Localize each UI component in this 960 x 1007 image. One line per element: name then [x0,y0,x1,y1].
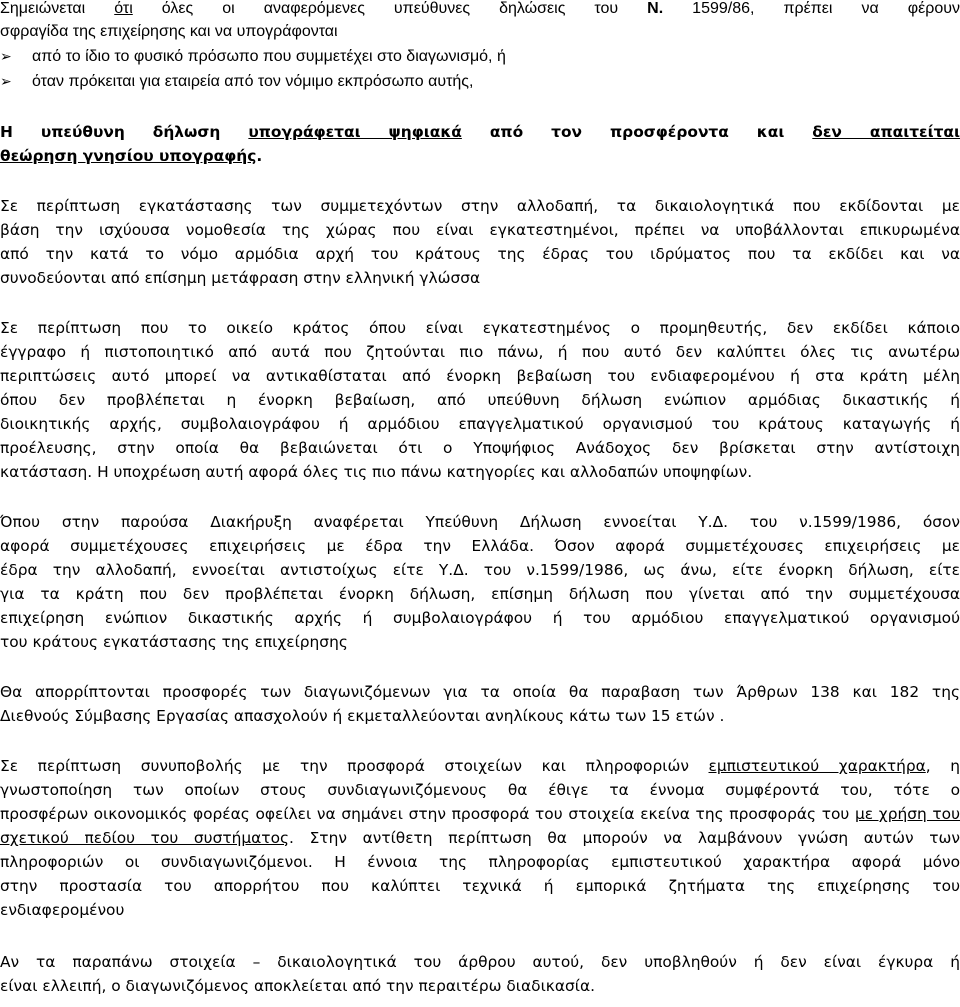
paragraph-text: . Στην αντίθετη περίπτωση θα μπορούν να λαμβάνουν γνώση αυτών των [289,829,960,847]
paragraph-line: έδρα την αλλοδαπή, εννοείται αντιστοίχως είτε Υ.Δ. του ν.1599/1986, ως άνω, είτε ένορκη δήλωση, είτε [0,561,960,579]
paragraph-text: Σε περίπτωση συνυποβολής με την προσφορά στοιχείων και πληροφοριών [0,757,709,775]
paragraph-text: προσφέρων οικονομικός φορέας οφείλει να σημάνει στην προσφορά του στοιχεία εκείνα της προσφοράς του [0,805,855,823]
paragraph-line: ενδιαφερομένου [0,901,125,919]
paragraph-line: γνωστοποίηση των οποίων στους συνδιαγωνιζόμενους θα έθιγε τα έννομα συμφέροντά του, τότε ο [0,781,960,799]
paragraph-line: στην προστασία του απορρήτου που καλύπτει τεχνικά ή εμπορικά ζητήματα της επιχείρησης του [0,877,960,895]
notice-text: από τον προσφέροντα και [461,123,813,141]
paragraph-line: για τα κράτη που δεν προβλέπεται ένορκη δήλωση, επίσημη δήλωση που γίνεται από την συμμετέχουσα [0,585,960,603]
paragraph-line: περιπτώσεις αυτό μπορεί να αντικαθίσταται από ένορκη βεβαίωση του ενδιαφερομένου ή στα κράτη μέλη [0,367,960,385]
paragraph-text: , η [925,757,960,775]
notice-underlined: θεώρηση γνησίου υπογραφής [0,147,257,165]
arrow-bullet-icon: ➢ [0,49,12,65]
bullet-text: από το ίδιο το φυσικό πρόσωπο που συμμετέχει στο διαγωνισμό, ή [32,48,506,65]
paragraph-line: επιχείρηση ενώπιον δικαστικής αρχής ή συμβολαιογράφου ή του αρμόδιου επαγγελματικού οργανισμού [0,609,960,627]
paragraph-line [0,754,960,778]
underlined-phrase: με χρήση του [855,805,960,823]
intro-line: σφραγίδα της επιχείρησης και να υπογράφονται [0,23,338,40]
paragraph-line: Όπου στην παρούσα Διακήρυξη αναφέρεται Υπεύθυνη Δήλωση εννοείται Υ.Δ. του ν.1599/1986, όσον [0,513,960,531]
intro-line [0,0,960,21]
paragraph-line: βάση την ισχύουσα νομοθεσία της χώρας που είναι εγκατεστημένοι, πρέπει να υποβάλλονται επικυρωμένα [0,221,960,239]
paragraph-line: διοικητικής αρχής, συμβολαιογράφου ή αρμόδιου επαγγελματικού οργανισμού του κράτους καταγωγής ή [0,415,960,433]
paragraph-line: έγγραφο ή πιστοποιητικό από αυτά που ζητούνται πιο πάνω, ή που αυτό δεν καλύπτει όλες τις ανωτέρω [0,343,960,361]
intro-text: Σημειώνεται [0,0,115,17]
notice-underlined: δεν απαιτείται [812,123,960,141]
signature-notice [0,120,960,144]
intro-text: 1599/86, πρέπει να φέρουν [663,0,960,17]
underlined-phrase: σχετικού πεδίου του συστήματος [0,829,290,847]
paragraph-line: Διεθνούς Σύμβασης Εργασίας απασχολούν ή εκμεταλλεύονται ανηλίκους κάτω των 15 ετών . [0,707,725,725]
paragraph-line: από την κατά το νόμο αρμόδια αρχή του κράτους της έδρας του ιδρύματος που τα εκδίδει και να [0,245,960,263]
notice-underlined: υπογράφεται ψηφιακά [248,123,462,141]
paragraph-line: κατάσταση. Η υποχρέωση αυτή αφορά όλες τις πιο πάνω κατηγορίες και αλλοδαπών υποψηφίων. [0,463,753,481]
notice-text: . [256,147,263,165]
signature-notice [0,144,960,168]
bullet-text: όταν πρόκειται για εταιρεία από τον νόμιμο εκπρόσωπο αυτής, [32,73,474,90]
arrow-bullet-icon: ➢ [0,74,12,90]
paragraph-line: αφορά συμμετέχουσες επιχειρήσεις με έδρα την Ελλάδα. Όσον αφορά συμμετέχουσες επιχειρήσεις με [0,537,960,555]
paragraph-line [0,826,960,850]
bullet-item [0,70,960,94]
paragraph-line: είναι ελλειπή, ο διαγωνιζόμενος αποκλείεται από την περαιτέρω διαδικασία. [0,977,595,995]
paragraph-line: όπου δεν προβλέπεται η ένορκη βεβαίωση, από υπεύθυνη δήλωση ενώπιον αρμόδιας δικαστικής ή [0,391,960,409]
paragraph-line: συνοδεύονται από επίσημη μετάφραση στην ελληνική γλώσσα [0,269,481,287]
intro-underlined-word: ότι [114,0,133,17]
intro-text: όλες οι αναφερόμενες υπεύθυνες δηλώσεις του [132,0,648,17]
paragraph-line [0,802,960,826]
paragraph-line: του κράτους εγκατάστασης της επιχείρησης [0,633,348,651]
paragraph-line: πληροφοριών οι συνδιαγωνιζόμενοι. Η έννοια της πληροφορίας εμπιστευτικού χαρακτήρα αφορά μόνο [0,853,960,871]
paragraph-line: Αν τα παραπάνω στοιχεία – δικαιολογητικά του άρθρου αυτού, δεν υποβληθούν ή δεν είναι έγκυρα ή [0,953,960,971]
intro-bold-n: Ν. [647,0,664,17]
paragraph-line: προέλευσης, στην οποία θα βεβαιώνεται ότι ο Υποψήφιος Ανάδοχος δεν βρίσκεται στην αντίστοιχη [0,439,960,457]
paragraph-line: Σε περίπτωση εγκατάστασης των συμμετεχόντων στην αλλοδαπή, τα δικαιολογητικά που εκδίδονται με [0,197,960,215]
underlined-phrase: εμπιστευτικού χαρακτήρα [708,757,926,775]
bullet-item [0,45,960,69]
notice-text: Η υπεύθυνη δήλωση [0,123,249,141]
paragraph-line: Σε περίπτωση που το οικείο κράτος όπου είναι εγκατεστημένος ο προμηθευτής, δεν εκδίδει κάποιο [0,319,960,337]
paragraph-line: Θα απορρίπτονται προσφορές των διαγωνιζόμενων για τα οποία θα παραβαση των Άρθρων 138 και 182 της [0,683,960,701]
